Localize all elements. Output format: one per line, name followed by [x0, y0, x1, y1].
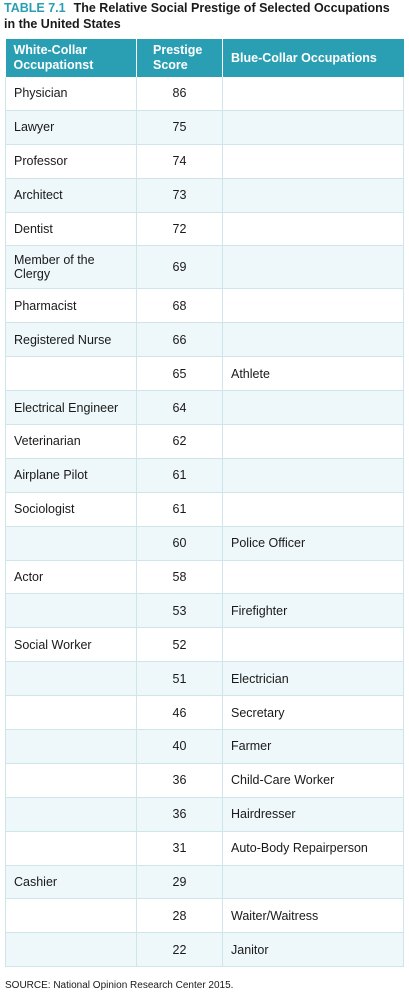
prestige-score-cell: 29: [137, 865, 223, 899]
table-row: [6, 492, 404, 526]
prestige-score-cell: 36: [137, 797, 223, 831]
blue-collar-cell: Firefighter: [223, 594, 404, 628]
prestige-score-cell: 64: [137, 391, 223, 425]
white-collar-cell: [6, 594, 137, 628]
white-collar-cell: [6, 797, 137, 831]
prestige-score-cell: 66: [137, 323, 223, 357]
blue-collar-cell: [223, 425, 404, 459]
table-row: [6, 763, 404, 797]
white-collar-cell: [6, 933, 137, 967]
white-collar-cell: [6, 696, 137, 730]
table-row: [6, 628, 404, 662]
white-collar-cell: Sociologist: [6, 492, 137, 526]
blue-collar-cell: [223, 289, 404, 323]
white-collar-cell: Architect: [6, 178, 137, 212]
blue-collar-cell: Athlete: [223, 357, 404, 391]
white-collar-cell: Pharmacist: [6, 289, 137, 323]
table-row: [6, 933, 404, 967]
prestige-score-cell: 40: [137, 730, 223, 764]
blue-collar-cell: Hairdresser: [223, 797, 404, 831]
prestige-score-cell: 75: [137, 110, 223, 144]
table-row: [6, 594, 404, 628]
table-row: [6, 730, 404, 764]
blue-collar-cell: Janitor: [223, 933, 404, 967]
blue-collar-cell: [223, 391, 404, 425]
prestige-score-cell: 60: [137, 526, 223, 560]
prestige-score-cell: 58: [137, 560, 223, 594]
blue-collar-cell: Police Officer: [223, 526, 404, 560]
blue-collar-cell: Electrician: [223, 662, 404, 696]
table-row: [6, 526, 404, 560]
table-row: [6, 323, 404, 357]
white-collar-cell: Cashier: [6, 865, 137, 899]
table-row: [6, 391, 404, 425]
blue-collar-cell: Child-Care Worker: [223, 763, 404, 797]
table-row: [6, 865, 404, 899]
blue-collar-cell: [223, 492, 404, 526]
white-collar-cell: Actor: [6, 560, 137, 594]
table-row: [6, 696, 404, 730]
table-row: [6, 357, 404, 391]
prestige-score-cell: 86: [137, 77, 223, 110]
prestige-table: [5, 39, 404, 967]
blue-collar-cell: Auto-Body Repairperson: [223, 831, 404, 865]
white-collar-cell: [6, 763, 137, 797]
white-collar-cell: Social Worker: [6, 628, 137, 662]
table-caption: [4, 0, 404, 32]
white-collar-cell: Member of the Clergy: [6, 246, 137, 289]
blue-collar-cell: [223, 77, 404, 110]
white-collar-cell: [6, 357, 137, 391]
table-body: [6, 77, 404, 967]
white-collar-cell: Lawyer: [6, 110, 137, 144]
prestige-score-cell: 46: [137, 696, 223, 730]
table-row: [6, 831, 404, 865]
blue-collar-cell: Waiter/Waitress: [223, 899, 404, 933]
prestige-score-cell: 74: [137, 144, 223, 178]
header-row: [6, 39, 404, 77]
white-collar-cell: Professor: [6, 144, 137, 178]
prestige-score-cell: 61: [137, 458, 223, 492]
table-row: [6, 110, 404, 144]
blue-collar-cell: Secretary: [223, 696, 404, 730]
header-white-collar: White-Collar Occupationst: [6, 39, 137, 77]
table-row: [6, 899, 404, 933]
header-prestige-score: Prestige Score: [137, 39, 223, 77]
white-collar-cell: Registered Nurse: [6, 323, 137, 357]
prestige-score-cell: 61: [137, 492, 223, 526]
prestige-score-cell: 69: [137, 246, 223, 289]
table-row: [6, 178, 404, 212]
table-row: [6, 797, 404, 831]
blue-collar-cell: [223, 560, 404, 594]
blue-collar-cell: [223, 865, 404, 899]
prestige-score-cell: 72: [137, 212, 223, 246]
blue-collar-cell: [223, 110, 404, 144]
table-header: [6, 39, 404, 77]
white-collar-cell: Physician: [6, 77, 137, 110]
prestige-score-cell: 53: [137, 594, 223, 628]
table-row: [6, 662, 404, 696]
prestige-score-cell: 28: [137, 899, 223, 933]
white-collar-cell: Electrical Engineer: [6, 391, 137, 425]
white-collar-cell: Airplane Pilot: [6, 458, 137, 492]
table-row: [6, 212, 404, 246]
blue-collar-cell: [223, 246, 404, 289]
white-collar-cell: Veterinarian: [6, 425, 137, 459]
white-collar-cell: [6, 831, 137, 865]
table-row: [6, 289, 404, 323]
blue-collar-cell: [223, 144, 404, 178]
blue-collar-cell: [223, 323, 404, 357]
blue-collar-cell: [223, 212, 404, 246]
prestige-score-cell: 22: [137, 933, 223, 967]
prestige-score-cell: 62: [137, 425, 223, 459]
prestige-score-cell: 36: [137, 763, 223, 797]
white-collar-cell: [6, 730, 137, 764]
table-row: [6, 77, 404, 110]
white-collar-cell: [6, 526, 137, 560]
blue-collar-cell: Farmer: [223, 730, 404, 764]
prestige-score-cell: 73: [137, 178, 223, 212]
blue-collar-cell: [223, 628, 404, 662]
table-number: TABLE 7.1: [4, 1, 66, 15]
prestige-score-cell: 31: [137, 831, 223, 865]
white-collar-cell: Dentist: [6, 212, 137, 246]
blue-collar-cell: [223, 178, 404, 212]
white-collar-cell: [6, 899, 137, 933]
source-note: SOURCE: National Opinion Research Center 2015.: [5, 980, 234, 991]
prestige-score-cell: 65: [137, 357, 223, 391]
header-blue-collar: Blue-Collar Occupations: [223, 39, 404, 77]
white-collar-cell: [6, 662, 137, 696]
table-row: [6, 246, 404, 289]
table-row: [6, 560, 404, 594]
table-row: [6, 144, 404, 178]
table-row: [6, 458, 404, 492]
table-row: [6, 425, 404, 459]
blue-collar-cell: [223, 458, 404, 492]
prestige-score-cell: 51: [137, 662, 223, 696]
prestige-score-cell: 52: [137, 628, 223, 662]
table-title: The Relative Social Prestige of Selected Occupations in the United States: [4, 1, 390, 31]
prestige-score-cell: 68: [137, 289, 223, 323]
